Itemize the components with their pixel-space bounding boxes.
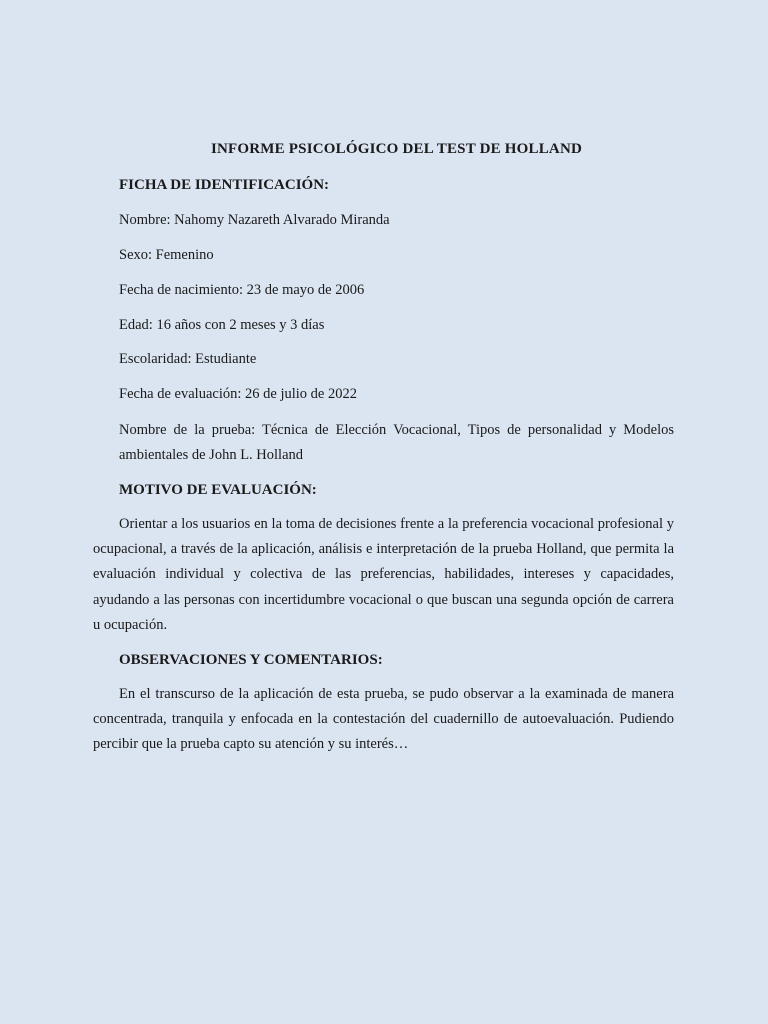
field-edad: Edad: 16 años con 2 meses y 3 días: [119, 317, 325, 333]
field-sexo: Sexo: Femenino: [119, 247, 214, 263]
motivo-paragraph: Orientar a los usuarios en la toma de decisiones frente a la preferencia vocacional profesional y ocupacional, a través de la aplicación, análisis e interpretación de la prueba Holland, que permita la evaluación individual y colectiva de las preferencias, habilidades, intereses y capacidades, ayudando a las personas con incertidumbre vocacional o que buscan una segunda opción de carrera u ocupación.: [93, 516, 674, 633]
field-nombre: Nombre: Nahomy Nazareth Alvarado Miranda: [119, 212, 390, 228]
document-title: INFORME PSICOLÓGICO DEL TEST DE HOLLAND: [210, 141, 583, 157]
field-nombre-prueba: Nombre de la prueba: Técnica de Elección Vocacional, Tipos de personalidad y Modelos ambientales de John L. Holland: [119, 422, 674, 463]
field-escolaridad: Escolaridad: Estudiante: [119, 351, 257, 367]
observaciones-paragraph: En el transcurso de la aplicación de esta prueba, se pudo observar a la examinada de manera concentrada, tranquila y enfocada en la contestación del cuadernillo de autoevaluación. Pudiendo percibir que la prueba capto su atención y su interés…: [93, 686, 674, 753]
field-fecha-nacimiento: Fecha de nacimiento: 23 de mayo de 2006: [119, 282, 365, 298]
field-fecha-evaluacion: Fecha de evaluación: 26 de julio de 2022: [119, 386, 357, 402]
identification-heading: FICHA DE IDENTIFICACIÓN:: [119, 177, 330, 193]
motivo-heading: MOTIVO DE EVALUACIÓN:: [119, 482, 317, 498]
observaciones-heading: OBSERVACIONES Y COMENTARIOS:: [119, 652, 383, 668]
